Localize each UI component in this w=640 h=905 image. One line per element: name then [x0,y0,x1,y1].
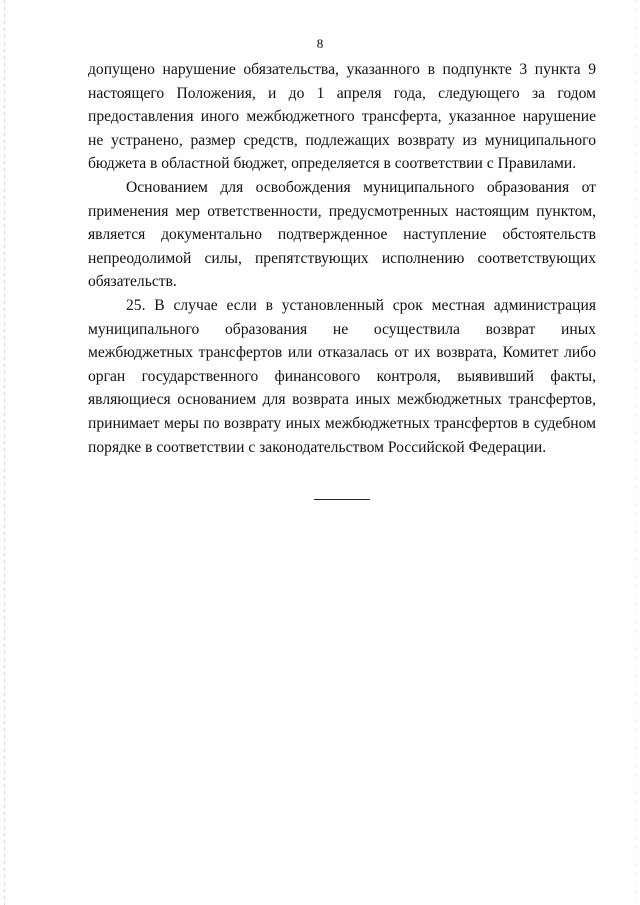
paragraph-force-majeure: Основанием для освобождения муниципального образования от применения мер ответственности, предусмотренных настоящим пунктом, является документально подтвержденное наступление обстоятельств непреодолимой силы, препятствующих исполнению соответствующих обязательств. [88,178,596,291]
paragraph-item-25: 25. В случае если в установленный срок местная администрация муниципального образования не осуществила возврат иных межбюджетных трансфертов или отказалась от их возврата, Комитет либо орган государственного финансового контроля, выявивший факты, являющиеся основанием для возврата иных межбюджетных трансфертов, принимает меры по возврату иных межбюджетных трансфертов в судебном порядке в соответствии с законодательством Российской Федерации. [88,296,596,456]
paragraph-continuation: допущено нарушение обязательства, указанного в подпункте 3 пункта 9 настоящего Положения, и до 1 апреля года, следующего за годом предоставления иного межбюджетного трансферта, указанное нарушение не устранено, размер средств, подлежащих возврату из муниципального бюджета в областной бюджет, определяется в соответствии с Правилами. [88,61,596,173]
page-number: 8 [316,36,324,51]
scan-edge-left [4,0,5,905]
document-body [88,58,596,459]
end-divider-line [314,499,370,500]
scan-edge-right [636,0,637,905]
